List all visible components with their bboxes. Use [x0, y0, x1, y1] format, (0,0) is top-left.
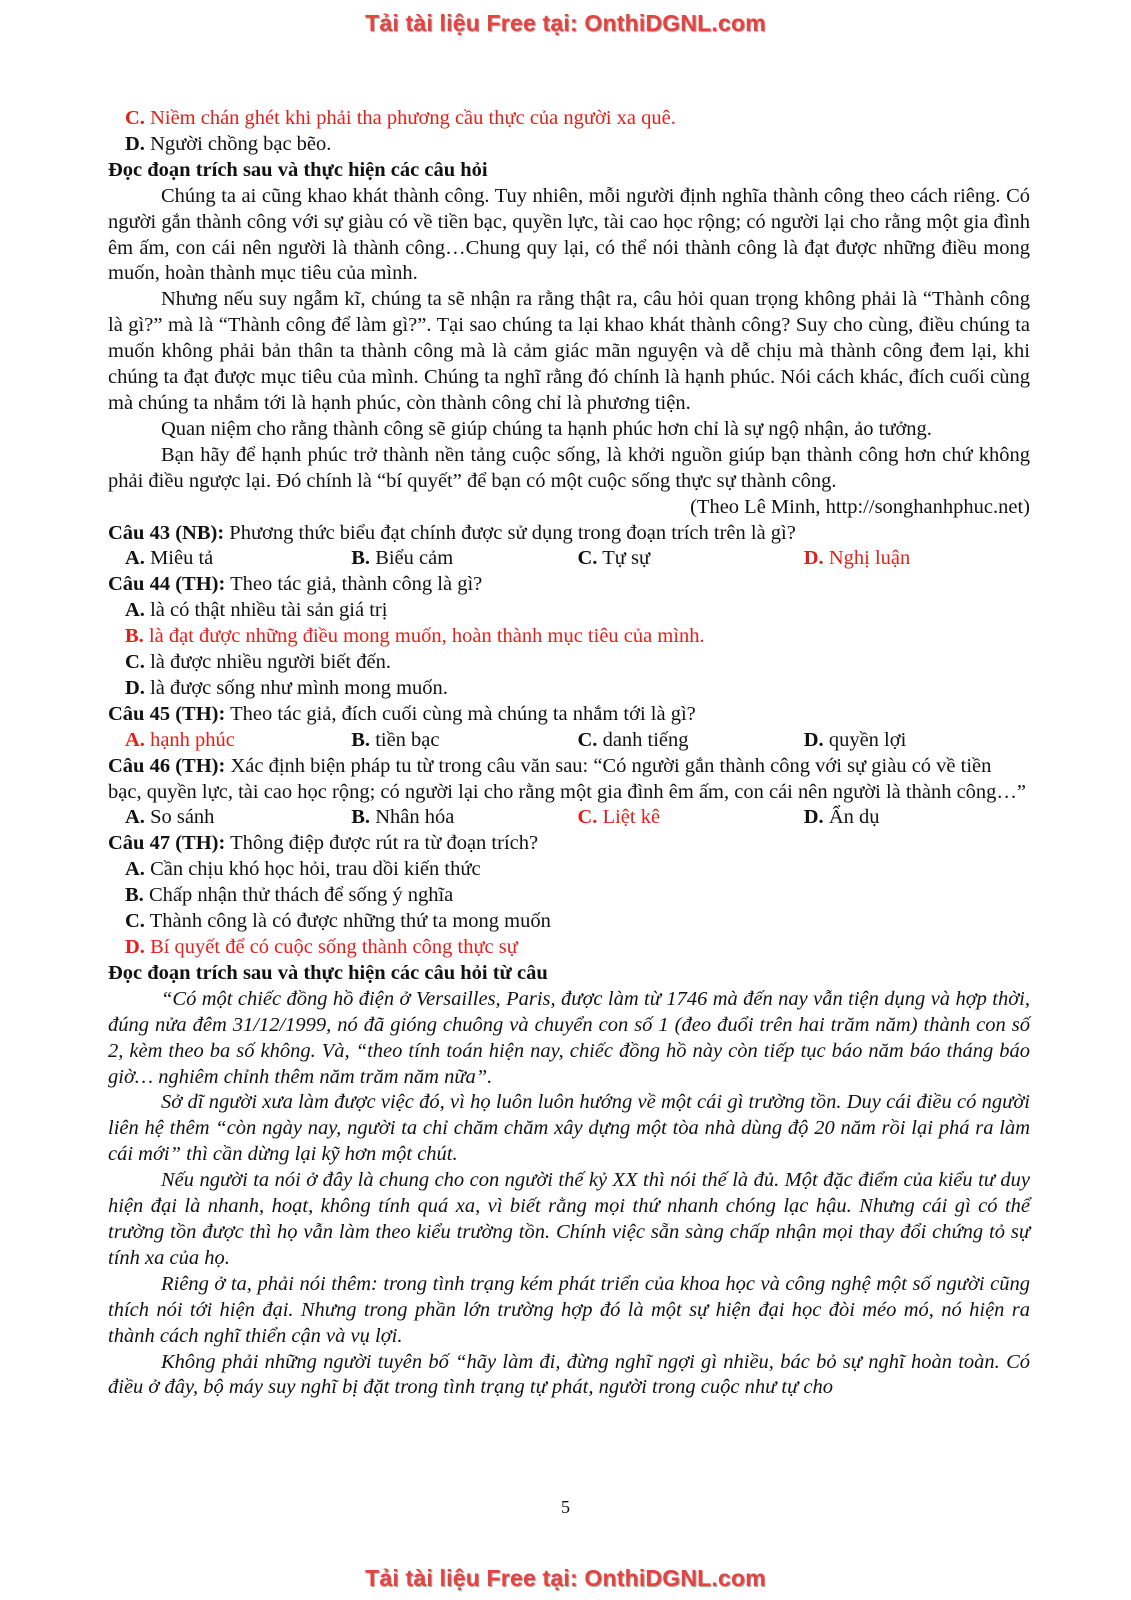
option[interactable]: B. tiền bạc: [351, 728, 440, 751]
prev-option-c: C. Niềm chán ghét khi phải tha phương cầu thực của người xa quê.: [125, 107, 676, 129]
passage1-paragraph: Quan niệm cho rằng thành công sẽ giúp chúng ta hạnh phúc hơn chỉ là sự ngộ nhận, ảo tưởng.: [161, 417, 932, 440]
option[interactable]: D. quyền lợi: [803, 728, 907, 751]
question-46-options: [108, 805, 1030, 831]
option-correct[interactable]: B. là đạt được những điều mong muốn, hoàn thành mục tiêu của mình.: [125, 625, 705, 648]
question-47: Câu 47 (TH): Thông điệp được rút ra từ đoạn trích?: [108, 832, 539, 855]
option[interactable]: D. là được sống như mình mong muốn.: [125, 676, 448, 699]
section-heading-2: Đọc đoạn trích sau và thực hiện các câu hỏi từ câu: [108, 961, 548, 984]
passage2-paragraph: “Có một chiếc đồng hồ điện ở Versailles, Paris, được làm từ 1746 mà đến nay vẫn tiện dụng và hợp thời, đúng nửa đêm 31/12/1999, nó đã gióng chuông và chuyển con số 1 (đeo đuổi trên hai trăm năm) thành con số 2, kèm theo ba số không. Và, “theo tính toán hiện nay, chiếc đồng hồ này còn tiếp tục báo năm báo tháng báo giờ… nghiêm chỉnh thêm năm trăm năm nữa”.: [108, 987, 1030, 1088]
option[interactable]: C. là được nhiều người biết đến.: [125, 651, 391, 674]
question-43-options: [108, 546, 1030, 572]
page-number: 5: [561, 1497, 570, 1517]
header-banner[interactable]: Tải tài liệu Free tại: OnthiDGNL.com: [365, 10, 766, 36]
page-content: [108, 106, 1030, 1401]
option[interactable]: D. Ẩn dụ: [803, 806, 880, 829]
question-45: Câu 45 (TH): Theo tác giả, đích cuối cùng mà chúng ta nhắm tới là gì?: [108, 702, 696, 725]
passage1-paragraph: Chúng ta ai cũng khao khát thành công. Tuy nhiên, mỗi người định nghĩa thành công theo cách riêng. Có người gắn thành công với sự giàu có về tiền bạc, quyền lực, tài cao học rộng; có người lại cho rằng một gia đình êm ấm, con cái nên người là thành công…Chung quy lại, có thể nói thành công là đạt được những điều mong muốn, hoàn thành mục tiêu của mình.: [108, 184, 1030, 285]
option[interactable]: B. Chấp nhận thử thách để sống ý nghĩa: [125, 884, 454, 907]
option[interactable]: C. danh tiếng: [577, 728, 689, 751]
question-45-options: [108, 728, 1030, 754]
passage2-paragraph: Nếu người ta nói ở đây là chung cho con người thế kỷ XX thì nói thế là đủ. Một đặc điểm của kiểu tư duy hiện đại là nhanh, hoạt, không tính quá xa, vì biết rằng mọi thứ nhanh chóng lạc hậu. Nhưng cái gì có thể trường tồn được thì họ vẫn làm theo kiểu trường tồn. Chính việc sẵn sàng chấp nhận mọi thay đổi chứng tỏ sự tính xa của họ.: [108, 1169, 1030, 1269]
passage2-paragraph: Sở dĩ người xưa làm được việc đó, vì họ luôn luôn hướng về một cái gì trường tồn. Duy cái điều có người liên hệ thêm “còn ngày nay, người ta chỉ chăm chăm xây dựng một tòa nhà dùng độ 20 năm rồi lại phá ra làm cái mới” thì cần dừng lại kỹ hơn một chút.: [108, 1091, 1030, 1166]
option[interactable]: C. Thành công là có được những thứ ta mong muốn: [125, 910, 551, 933]
footer-banner[interactable]: Tải tài liệu Free tại: OnthiDGNL.com: [365, 1565, 766, 1591]
section-heading-1: Đọc đoạn trích sau và thực hiện các câu hỏi: [108, 158, 488, 181]
option-correct[interactable]: C. Liệt kê: [577, 806, 661, 829]
option[interactable]: B. Biểu cảm: [351, 547, 454, 570]
question-43: Câu 43 (NB): Phương thức biểu đạt chính được sử dụng trong đoạn trích trên là gì?: [108, 521, 796, 544]
option-correct[interactable]: D. Bí quyết để có cuộc sống thành công thực sự: [125, 936, 518, 958]
prev-option-d: D. Người chồng bạc bẽo.: [125, 132, 332, 155]
question-44: Câu 44 (TH): Theo tác giả, thành công là gì?: [108, 573, 483, 596]
passage1-paragraph: Bạn hãy để hạnh phúc trở thành nền tảng cuộc sống, là khởi nguồn giúp bạn thành công hơn chứ không phải điều ngược lại. Đó chính là “bí quyết” để bạn có một cuộc sống thực sự thành công.: [108, 443, 1030, 492]
option[interactable]: B. Nhân hóa: [351, 806, 455, 829]
passage2-paragraph: Riêng ở ta, phải nói thêm: trong tình trạng kém phát triển của khoa học và công nghệ một số người cũng thích nói tới hiện đại. Nhưng trong phần lớn trường hợp đó là một sự hiện đại học đòi méo mó, nó hiện ra thành cách nghĩ thiển cận và vụ lợi.: [108, 1272, 1030, 1347]
passage1-paragraph: Nhưng nếu suy ngẫm kĩ, chúng ta sẽ nhận ra rằng thật ra, câu hỏi quan trọng không phải là “Thành công là gì?” mà là “Thành công để làm gì?”. Tại sao chúng ta lại khao khát thành công? Suy cho cùng, điều chúng ta muốn không phải bản thân ta thành công mà là cảm giác mãn nguyện và dễ chịu mà thành công đem lại, khi chúng ta đạt được mục tiêu của mình. Chúng ta nghĩ rằng đó chính là hạnh phúc. Nói cách khác, đích cuối cùng mà chúng ta nhắm tới là hạnh phúc, còn thành công chỉ là phương tiện.: [108, 288, 1030, 414]
option-correct[interactable]: A. hạnh phúc: [125, 728, 235, 751]
option-correct[interactable]: D. Nghị luận: [803, 547, 911, 570]
passage-source: (Theo Lê Minh, http://songhanhphuc.net): [690, 495, 1030, 518]
passage2-paragraph: Không phải những người tuyên bố “hãy làm đi, đừng nghĩ ngợi gì nhiều, bác bỏ sự nghĩ hoàn toàn. Có điều ở đây, bộ máy suy nghĩ bị đặt trong tình trạng tự phát, người trong cuộc như tự cho: [108, 1350, 1030, 1399]
option[interactable]: A. là có thật nhiều tài sản giá trị: [125, 599, 388, 622]
option[interactable]: A. So sánh: [125, 806, 215, 829]
option[interactable]: C. Tự sự: [577, 547, 651, 570]
option[interactable]: A. Cần chịu khó học hỏi, trau dồi kiến thức: [125, 858, 481, 881]
option[interactable]: A. Miêu tả: [125, 547, 214, 570]
question-46: Câu 46 (TH): Xác định biện pháp tu từ trong câu văn sau: “Có người gắn thành công với sự giàu có về tiền bạc, quyền lực, tài cao học rộng; có người lại cho rằng một gia đình êm ấm, con cái nên người là thành công…”: [108, 754, 1027, 803]
